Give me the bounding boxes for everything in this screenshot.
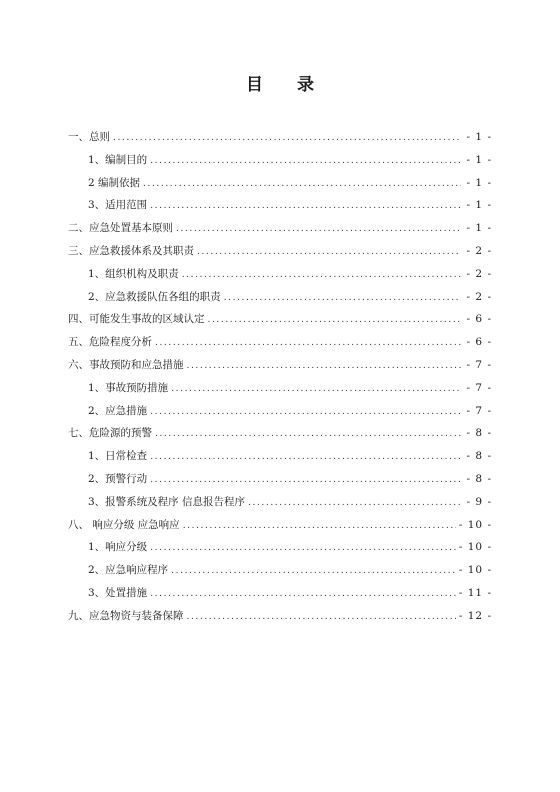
toc-entry-page: - 1 - <box>466 199 492 212</box>
toc-dot-leader <box>187 355 462 378</box>
toc-entry[interactable] <box>68 286 492 309</box>
toc-entry[interactable] <box>68 582 492 605</box>
toc-entry[interactable] <box>68 445 492 468</box>
toc-dot-leader <box>183 515 456 538</box>
toc-entry[interactable] <box>68 172 492 195</box>
toc-entry-text: 九、应急物资与装备保障 <box>68 609 184 622</box>
toc-entry-page: - 7 - <box>466 381 492 394</box>
toc-entry-text: 3、处置措施 <box>88 586 148 599</box>
toc-dot-leader <box>171 378 461 401</box>
toc-dot-leader <box>150 583 456 606</box>
toc-entry-page: - 8 - <box>466 427 492 440</box>
toc-entry-text: 2、预警行动 <box>88 472 148 485</box>
toc-entry-text: 四、可能发生事故的区域认定 <box>68 313 205 326</box>
toc-entry-text: 1、事故预防措施 <box>88 381 169 394</box>
toc-entry-page: - 8 - <box>466 472 492 485</box>
toc-title: 目 录 <box>246 75 328 95</box>
toc-dot-leader <box>248 492 461 515</box>
toc-dot-leader <box>150 469 461 492</box>
toc-entry-text: 三、应急救援体系及其职责 <box>68 244 194 257</box>
toc-entry[interactable] <box>68 400 492 423</box>
toc-entry-text: 五、危险程度分析 <box>68 336 152 349</box>
toc-entry[interactable] <box>68 536 492 559</box>
toc-dot-leader <box>171 560 456 583</box>
toc-dot-leader <box>224 287 461 310</box>
toc-entry-page: - 2 - <box>466 290 492 303</box>
toc-entry[interactable] <box>68 194 492 217</box>
toc-entry-page: - 10 - <box>458 518 492 531</box>
toc-dot-leader <box>150 150 461 173</box>
toc-entry-text: 3、适用范围 <box>88 199 148 212</box>
toc-entry-page: - 1 - <box>466 222 492 235</box>
toc-entry[interactable] <box>68 514 492 537</box>
toc-entry-text: 2、应急响应程序 <box>88 564 169 577</box>
toc-entry-text: 2、应急措施 <box>88 404 148 417</box>
toc-entry[interactable] <box>68 559 492 582</box>
toc-dot-leader <box>187 606 456 629</box>
toc-entry-text: 八、 响应分级 应急响应 <box>68 518 180 531</box>
toc-entry-text: 六、事故预防和应急措施 <box>68 358 184 371</box>
toc-entry-text: 2 编制依据 <box>88 176 141 189</box>
toc-entry[interactable] <box>68 491 492 514</box>
toc-dot-leader <box>197 241 461 264</box>
toc-dot-leader <box>150 446 461 469</box>
toc-entry-page: - 12 - <box>458 609 492 622</box>
toc-entry-page: - 10 - <box>458 564 492 577</box>
toc-dot-leader <box>155 332 461 355</box>
toc-entry-text: 2、应急救援队伍各组的职责 <box>88 290 221 303</box>
toc-entry[interactable] <box>68 422 492 445</box>
toc-dot-leader <box>182 264 461 287</box>
toc-entry[interactable] <box>68 149 492 172</box>
toc-entry-page: - 7 - <box>466 404 492 417</box>
toc-entry[interactable] <box>68 240 492 263</box>
toc-entry-page: - 2 - <box>466 244 492 257</box>
toc-entry[interactable] <box>68 468 492 491</box>
toc-entry-page: - 1 - <box>466 131 492 143</box>
toc-entry[interactable] <box>68 217 492 240</box>
toc-entry[interactable] <box>68 354 492 377</box>
toc-entry-text: 1、组织机构及职责 <box>88 267 179 280</box>
toc-dot-leader <box>208 309 462 332</box>
toc-entry-page: - 8 - <box>466 450 492 463</box>
toc-entry-text: 二、应急处置基本原则 <box>68 222 173 235</box>
toc-entry-page: - 1 - <box>466 176 492 189</box>
toc-entry[interactable] <box>68 126 492 149</box>
toc-entry[interactable] <box>68 377 492 400</box>
toc-entry[interactable] <box>68 605 492 628</box>
toc-entry[interactable] <box>68 308 492 331</box>
toc-list <box>68 126 492 628</box>
toc-dot-leader <box>176 218 461 241</box>
toc-entry-text: 1、编制目的 <box>88 153 148 166</box>
toc-dot-leader <box>150 537 456 560</box>
toc-entry-text: 1、响应分级 <box>88 541 148 554</box>
toc-dot-leader <box>150 195 461 218</box>
toc-dot-leader <box>155 423 461 446</box>
toc-entry-page: - 7 - <box>466 358 492 371</box>
toc-entry-page: - 6 - <box>466 336 492 349</box>
toc-entry-text: 3、报警系统及程序 信息报告程序 <box>88 495 246 508</box>
toc-entry-page: - 6 - <box>466 313 492 326</box>
toc-dot-leader <box>150 401 461 424</box>
toc-entry-page: - 2 - <box>466 267 492 280</box>
toc-entry-page: - 10 - <box>458 541 492 554</box>
toc-entry-text: 一、总则 <box>68 131 110 143</box>
toc-dot-leader <box>143 173 461 196</box>
toc-entry-page: - 1 - <box>466 153 492 166</box>
toc-entry-page: - 11 - <box>458 586 492 599</box>
toc-entry-text: 1、日常检查 <box>88 450 148 463</box>
toc-entry[interactable] <box>68 331 492 354</box>
toc-entry[interactable] <box>68 263 492 286</box>
toc-entry-text: 七、危险源的预警 <box>68 427 152 440</box>
toc-dot-leader <box>113 127 461 150</box>
toc-entry-page: - 9 - <box>466 495 492 508</box>
